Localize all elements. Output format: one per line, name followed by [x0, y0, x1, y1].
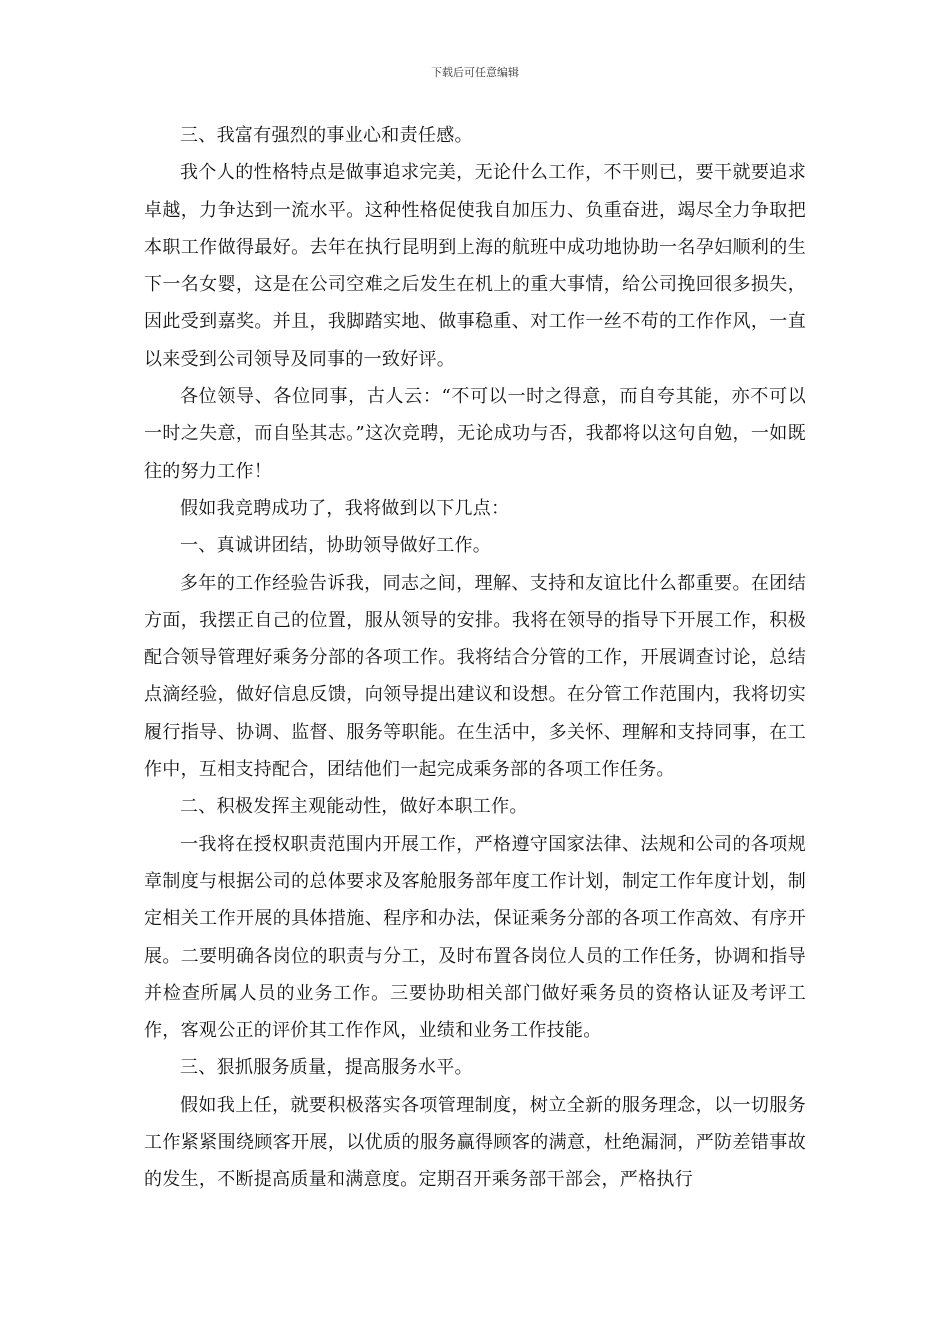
paragraph-personality: 我个人的性格特点是做事追求完美，无论什么工作，不干则已，要干就要追求卓越，力争达到一流水平。这种性格促使我自加压力、负重奋进，竭尽全力争取把本职工作做得最好。去年在执行昆明到上海的航班中成功地协助一名孕妇顺利的生下一名女婴，这是在公司空难之后发生在机上的重大事情，给公司挽回很多损失，因此受到嘉奖。并且，我脚踏实地、做事稳重、对工作一丝不苟的工作作风，一直以来受到公司领导及同事的一致好评。 — [144, 162, 806, 370]
paragraph-quote: 各位领导、各位同事，古人云：“不可以一时之得意，而自夸其能，亦不可以一时之失意，而自坠其志。”这次竞聘，无论成功与否，我都将以这句自勉，一如既往的努力工作！ — [144, 386, 806, 482]
page-header: 下载后可任意编辑 — [431, 66, 519, 79]
paragraph-point-2-heading: 二、积极发挥主观能动性，做好本职工作。 — [180, 796, 528, 818]
paragraph-point-1-heading: 一、真诚讲团结，协助领导做好工作。 — [180, 535, 492, 557]
paragraph-service-quality: 假如我上任，就要积极落实各项管理制度，树立全新的服务理念，以一切服务工作紧紧围绕顾客开展，以优质的服务赢得顾客的满意，杜绝漏洞，严防差错事故的发生，不断提高质量和满意度。定期召开乘务部干部会，严格执行 — [144, 1094, 806, 1191]
document-body — [144, 117, 806, 1199]
paragraph-point-3-heading: 三、狠抓服务质量，提高服务水平。 — [180, 1057, 473, 1079]
paragraph-duties: 一我将在授权职责范围内开展工作，严格遵守国家法律、法规和公司的各项规章制度与根据公司的总体要求及客舱服务部年度工作计划，制定工作年度计划，制定相关工作开展的具体措施、程序和办法，保证乘务分部的各项工作高效、有序开展。二要明确各岗位的职责与分工，及时布置各岗位人员的工作任务，协调和指导并检查所属人员的业务工作。三要协助相关部门做好乘务员的资格认证及考评工作，客观公正的评价其工作作风，业绩和业务工作技能。 — [144, 833, 806, 1042]
paragraph-unity: 多年的工作经验告诉我，同志之间，理解、支持和友谊比什么都重要。在团结方面，我摆正自己的位置，服从领导的安排。我将在领导的指导下开展工作，积极配合领导管理好乘务分部的各项工作。我将结合分管的工作，开展调查讨论，总结点滴经验，做好信息反馈，向领导提出建议和设想。在分管工作范围内，我将切实履行指导、协调、监督、服务等职能。在生活中，多关怀、理解和支持同事，在工作中，互相支持配合，团结他们一起完成乘务部的各项工作任务。 — [144, 572, 806, 781]
paragraph-if-successful: 假如我竞聘成功了，我将做到以下几点： — [180, 497, 510, 519]
paragraph-section-3-heading: 三、我富有强烈的事业心和责任感。 — [180, 125, 473, 146]
